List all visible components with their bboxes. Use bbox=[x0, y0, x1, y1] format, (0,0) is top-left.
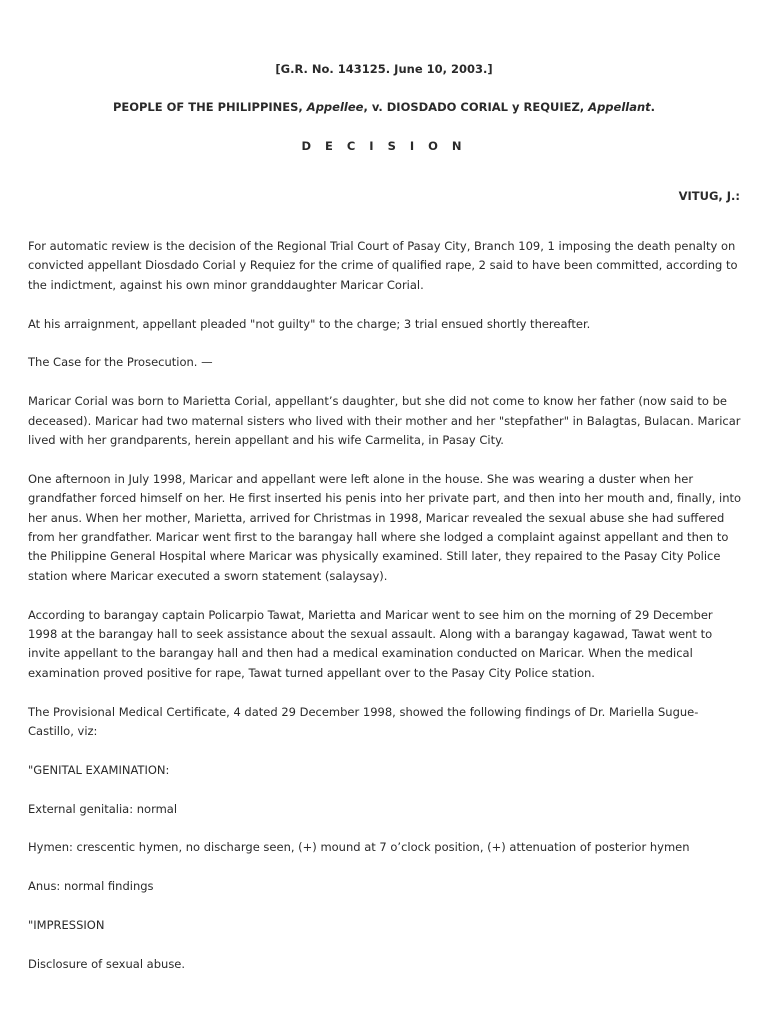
plaintiff-name: PEOPLE OF THE PHILIPPINES, bbox=[112, 100, 307, 114]
paragraph-anus: Anus: normal findings bbox=[28, 879, 154, 894]
decision-body bbox=[28, 237, 744, 994]
paragraph-genital-exam: "GENITAL EXAMINATION: bbox=[28, 762, 170, 777]
case-parties bbox=[0, 100, 768, 114]
decision-heading: D E C I S I O N bbox=[301, 139, 467, 153]
paragraph-hymen: Hymen: crescentic hymen, no discharge seen, (+) mound at 7 o’clock position, (+) attenuation of posterior hymen bbox=[28, 840, 690, 855]
paragraph-medical-certificate: The Provisional Medical Certificate, 4 dated 29 December 1998, showed the following findings of Dr. Mariella Sugue-Castillo, viz: bbox=[28, 704, 699, 739]
paragraph-barangay-captain: According to barangay captain Policarpio Tawat, Marietta and Maricar went to see him on the morning of 29 December 1998 at the barangay hall to seek assistance about the sexual assault. Along with a barangay kagawad, Tawat went to invite appellant to the barangay hall and then had a medical examination conducted on Maricar. When the medical examination proved positive for rape, Tawat turned appellant over to the Pasay City Police station. bbox=[28, 607, 713, 680]
paragraph-incident: One afternoon in July 1998, Maricar and appellant were left alone in the house. She was wearing a duster when her grandfather forced himself on her. He first inserted his penis into her private part, and then into her mouth and, finally, into her anus. When her mother, Marietta, arrived for Christmas in 1998, Maricar revealed the sexual abuse she had suffered from her grandfather. Maricar went first to the barangay hall where she lodged a complaint against appellant and then to the Philippine General Hospital where Maricar was physically examined. Still later, they repaired to the Pasay City Police station where Maricar executed a sworn statement (salaysay). bbox=[28, 471, 742, 583]
defendant-role: Appellant bbox=[588, 100, 651, 114]
parties-end: . bbox=[650, 100, 656, 114]
paragraph-impression: "IMPRESSION bbox=[28, 918, 105, 933]
ponente: VITUG, J.: bbox=[678, 189, 740, 203]
plaintiff-role: Appellee bbox=[306, 100, 364, 114]
paragraph-arraignment: At his arraignment, appellant pleaded "not guilty" to the charge; 3 trial ensued shortly thereafter. bbox=[28, 316, 591, 331]
case-number: [G.R. No. 143125. June 10, 2003.] bbox=[275, 62, 493, 76]
versus-defendant: , v. DIOSDADO CORIAL y REQUIEZ, bbox=[363, 100, 589, 114]
paragraph-automatic-review: For automatic review is the decision of the Regional Trial Court of Pasay City, Branch 109, 1 imposing the death penalty on convicted appellant Diosdado Corial y Requiez for the crime of qualified rape, 2 said to have been committed, according to the indictment, against his own minor granddaughter Maricar Corial. bbox=[28, 239, 738, 292]
paragraph-family-background: Maricar Corial was born to Marietta Corial, appellant’s daughter, but she did not come to know her father (now said to be deceased). Maricar had two maternal sisters who lived with their mother and her "stepfather" in Balagtas, Bulacan. Maricar lived with her grandparents, herein appellant and his wife Carmelita, in Pasay City. bbox=[28, 394, 741, 448]
paragraph-external-genitalia: External genitalia: normal bbox=[28, 801, 178, 816]
paragraph-disclosure: Disclosure of sexual abuse. bbox=[28, 956, 186, 971]
paragraph-prosecution-case: The Case for the Prosecution. — bbox=[28, 355, 213, 370]
